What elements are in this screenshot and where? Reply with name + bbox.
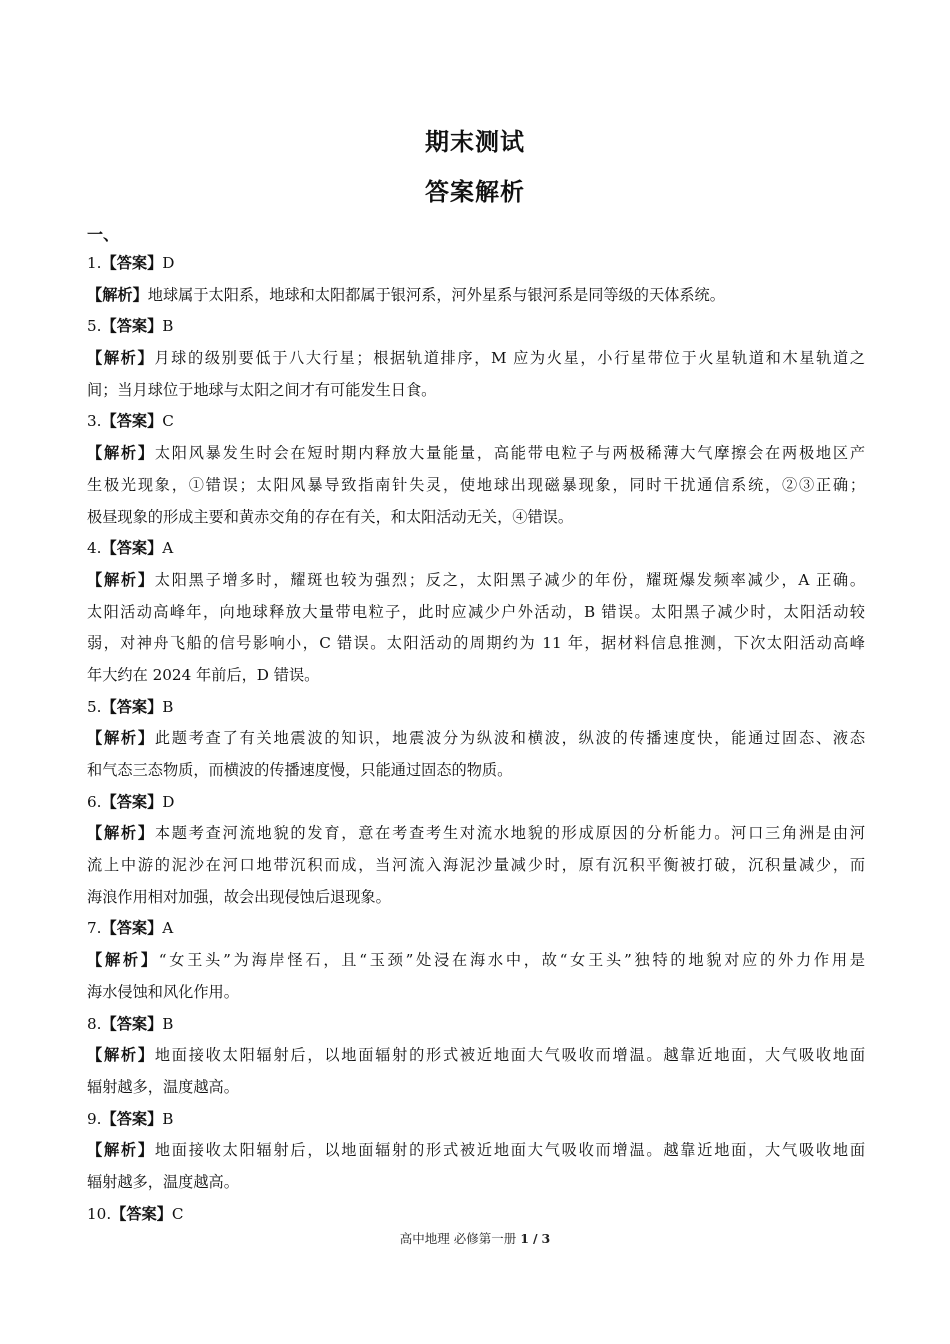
analysis-tag: 【解析】 (87, 285, 148, 304)
footer-page-total: 3 (541, 1231, 551, 1246)
analysis-line (87, 628, 865, 660)
answer-tag: 【答案】 (101, 919, 163, 938)
analysis-tag: 【解析】 (87, 951, 159, 970)
answer-line (87, 913, 865, 945)
analysis-text: 地面接收太阳辐射后，以地面辐射的形式被近地面大气吸收而增温。越靠近地面，大气吸收地面 (154, 1141, 866, 1160)
analysis-tag: 【解析】 (87, 1046, 155, 1065)
answer-value: B (162, 697, 174, 716)
answer-line (87, 787, 865, 819)
analysis-text: 太阳活动高峰年，向地球释放大量带电粒子，此时应减少户外活动，B 错误。太阳黑子减少时，太阳活动较 (87, 602, 865, 621)
analysis-line (87, 1072, 865, 1104)
analysis-line (87, 755, 865, 787)
answer-tag: 【答案】 (101, 539, 163, 558)
analysis-text: 太阳黑子增多时，耀斑也较为强烈；反之，太阳黑子减少的年份，耀斑爆发频率减少，A 正确。 (154, 570, 866, 589)
analysis-line (87, 502, 865, 534)
answer-tag: 【答案】 (111, 1204, 172, 1223)
analysis-tag: 【解析】 (87, 824, 155, 843)
analysis-line (87, 375, 865, 407)
answer-value: D (162, 254, 175, 272)
answer-tag: 【答案】 (101, 412, 163, 431)
analysis-text: 辐射越多，温度越高。 (87, 1172, 239, 1191)
analysis-text: 地面接收太阳辐射后，以地面辐射的形式被近地面大气吸收而增温。越靠近地面，大气吸收地面 (154, 1046, 866, 1065)
analysis-line (87, 882, 865, 914)
analysis-line (87, 343, 865, 375)
analysis-text: 此题考查了有关地震波的知识，地震波分为纵波和横波，纵波的传播速度快，能通过固态、液态 (154, 729, 866, 748)
analysis-line (87, 280, 865, 312)
analysis-line (87, 945, 865, 977)
analysis-text: 本题考查河流地貌的发育，意在考查考生对流水地貌的形成原因的分析能力。河口三角洲是由河 (154, 824, 866, 843)
question-number: 4. (87, 539, 102, 558)
analysis-text: 海水侵蚀和风化作用。 (87, 982, 239, 1001)
analysis-text: “女王头”为海岸怪石，且“玉颈”处浸在海水中，故“女王头”独特的地貌对应的外力作用是 (158, 951, 865, 970)
analysis-text: 极昼现象的形成主要和黄赤交角的存在有关，和太阳活动无关，④错误。 (87, 507, 573, 526)
page-title: 期末测试 (425, 128, 525, 156)
analysis-line (87, 438, 865, 470)
analysis-text: 地球属于太阳系，地球和太阳都属于银河系，河外星系与银河系是同等级的天体系统。 (147, 285, 725, 304)
question-number: 8. (87, 1014, 102, 1033)
answer-list (87, 248, 865, 1230)
answer-tag: 【答案】 (101, 1109, 163, 1128)
answer-tag: 【答案】 (101, 1014, 163, 1033)
answer-value: A (162, 539, 174, 558)
page-footer (0, 1229, 950, 1247)
question-number: 10. (87, 1204, 112, 1223)
analysis-tag: 【解析】 (87, 729, 155, 748)
analysis-tag: 【解析】 (87, 570, 155, 589)
question-number: 9. (87, 1109, 102, 1128)
footer-page-number: 1 (520, 1231, 529, 1246)
question-number: 7. (87, 919, 102, 938)
analysis-line (87, 565, 865, 597)
answer-value: D (162, 792, 175, 811)
analysis-line (87, 1040, 865, 1072)
section-heading: 一、 (87, 225, 120, 244)
analysis-line (87, 470, 865, 502)
analysis-text: 月球的级别要低于八大行星；根据轨道排序，M 应为火星，小行星带位于火星轨道和木星轨道之 (154, 349, 865, 368)
question-number: 6. (87, 792, 102, 811)
answer-value: A (162, 919, 174, 938)
analysis-text: 年大约在 2024 年前后，D 错误。 (87, 665, 320, 684)
answer-tag: 【答案】 (101, 254, 163, 272)
answer-line (87, 533, 865, 565)
answer-value: B (162, 317, 174, 336)
footer-subject: 高中地理 必修第一册 (399, 1231, 517, 1246)
analysis-text: 间；当月球位于地球与太阳之间才有可能发生日食。 (87, 380, 437, 399)
answer-value: C (171, 1204, 184, 1223)
answer-line (87, 1104, 865, 1136)
analysis-line (87, 723, 865, 755)
analysis-line (87, 660, 865, 692)
analysis-tag: 【解析】 (87, 444, 155, 463)
analysis-text: 和气态三态物质，而横波的传播速度慢，只能通过固态的物质。 (87, 761, 513, 779)
analysis-text: 海浪作用相对加强，故会出现侵蚀后退现象。 (87, 887, 391, 906)
analysis-text: 弱，对神舟飞船的信号影响小，C 错误。太阳活动的周期约为 11 年，据材料信息推测，下次太阳活动高峰 (87, 634, 865, 653)
analysis-line (87, 850, 865, 882)
answer-line (87, 1199, 865, 1231)
question-number: 3. (87, 412, 102, 431)
answer-line (87, 406, 865, 438)
analysis-text: 流上中游的泥沙在河口地带沉积而成，当河流入海泥沙量减少时，原有沉积平衡被打破，沉积量减少，而 (87, 856, 865, 875)
question-number: 1. (87, 254, 102, 272)
answer-value: C (162, 412, 174, 431)
question-number: 5. (87, 697, 102, 716)
answer-line (87, 311, 865, 343)
analysis-text: 辐射越多，温度越高。 (87, 1077, 239, 1096)
answer-tag: 【答案】 (101, 697, 163, 716)
answer-line (87, 1009, 865, 1041)
answer-line (87, 248, 865, 280)
page-subtitle: 答案解析 (425, 178, 525, 206)
analysis-line (87, 597, 865, 629)
analysis-line (87, 818, 865, 850)
footer-separator: / (532, 1231, 538, 1246)
analysis-line (87, 1167, 865, 1199)
analysis-tag: 【解析】 (87, 1141, 155, 1160)
answer-line (87, 692, 865, 724)
answer-value: B (162, 1014, 174, 1033)
question-number: 5. (87, 317, 102, 336)
analysis-tag: 【解析】 (87, 349, 155, 368)
answer-value: B (162, 1109, 174, 1128)
analysis-text: 生极光现象，①错误；太阳风暴导致指南针失灵，使地球出现磁暴现象，同时干扰通信系统，②③正确； (87, 475, 865, 494)
analysis-text: 太阳风暴发生时会在短时期内释放大量能量，高能带电粒子与两极稀薄大气摩擦会在两极地区产 (154, 444, 866, 463)
analysis-line (87, 1135, 865, 1167)
answer-tag: 【答案】 (101, 317, 163, 336)
analysis-line (87, 977, 865, 1009)
answer-tag: 【答案】 (101, 792, 163, 811)
